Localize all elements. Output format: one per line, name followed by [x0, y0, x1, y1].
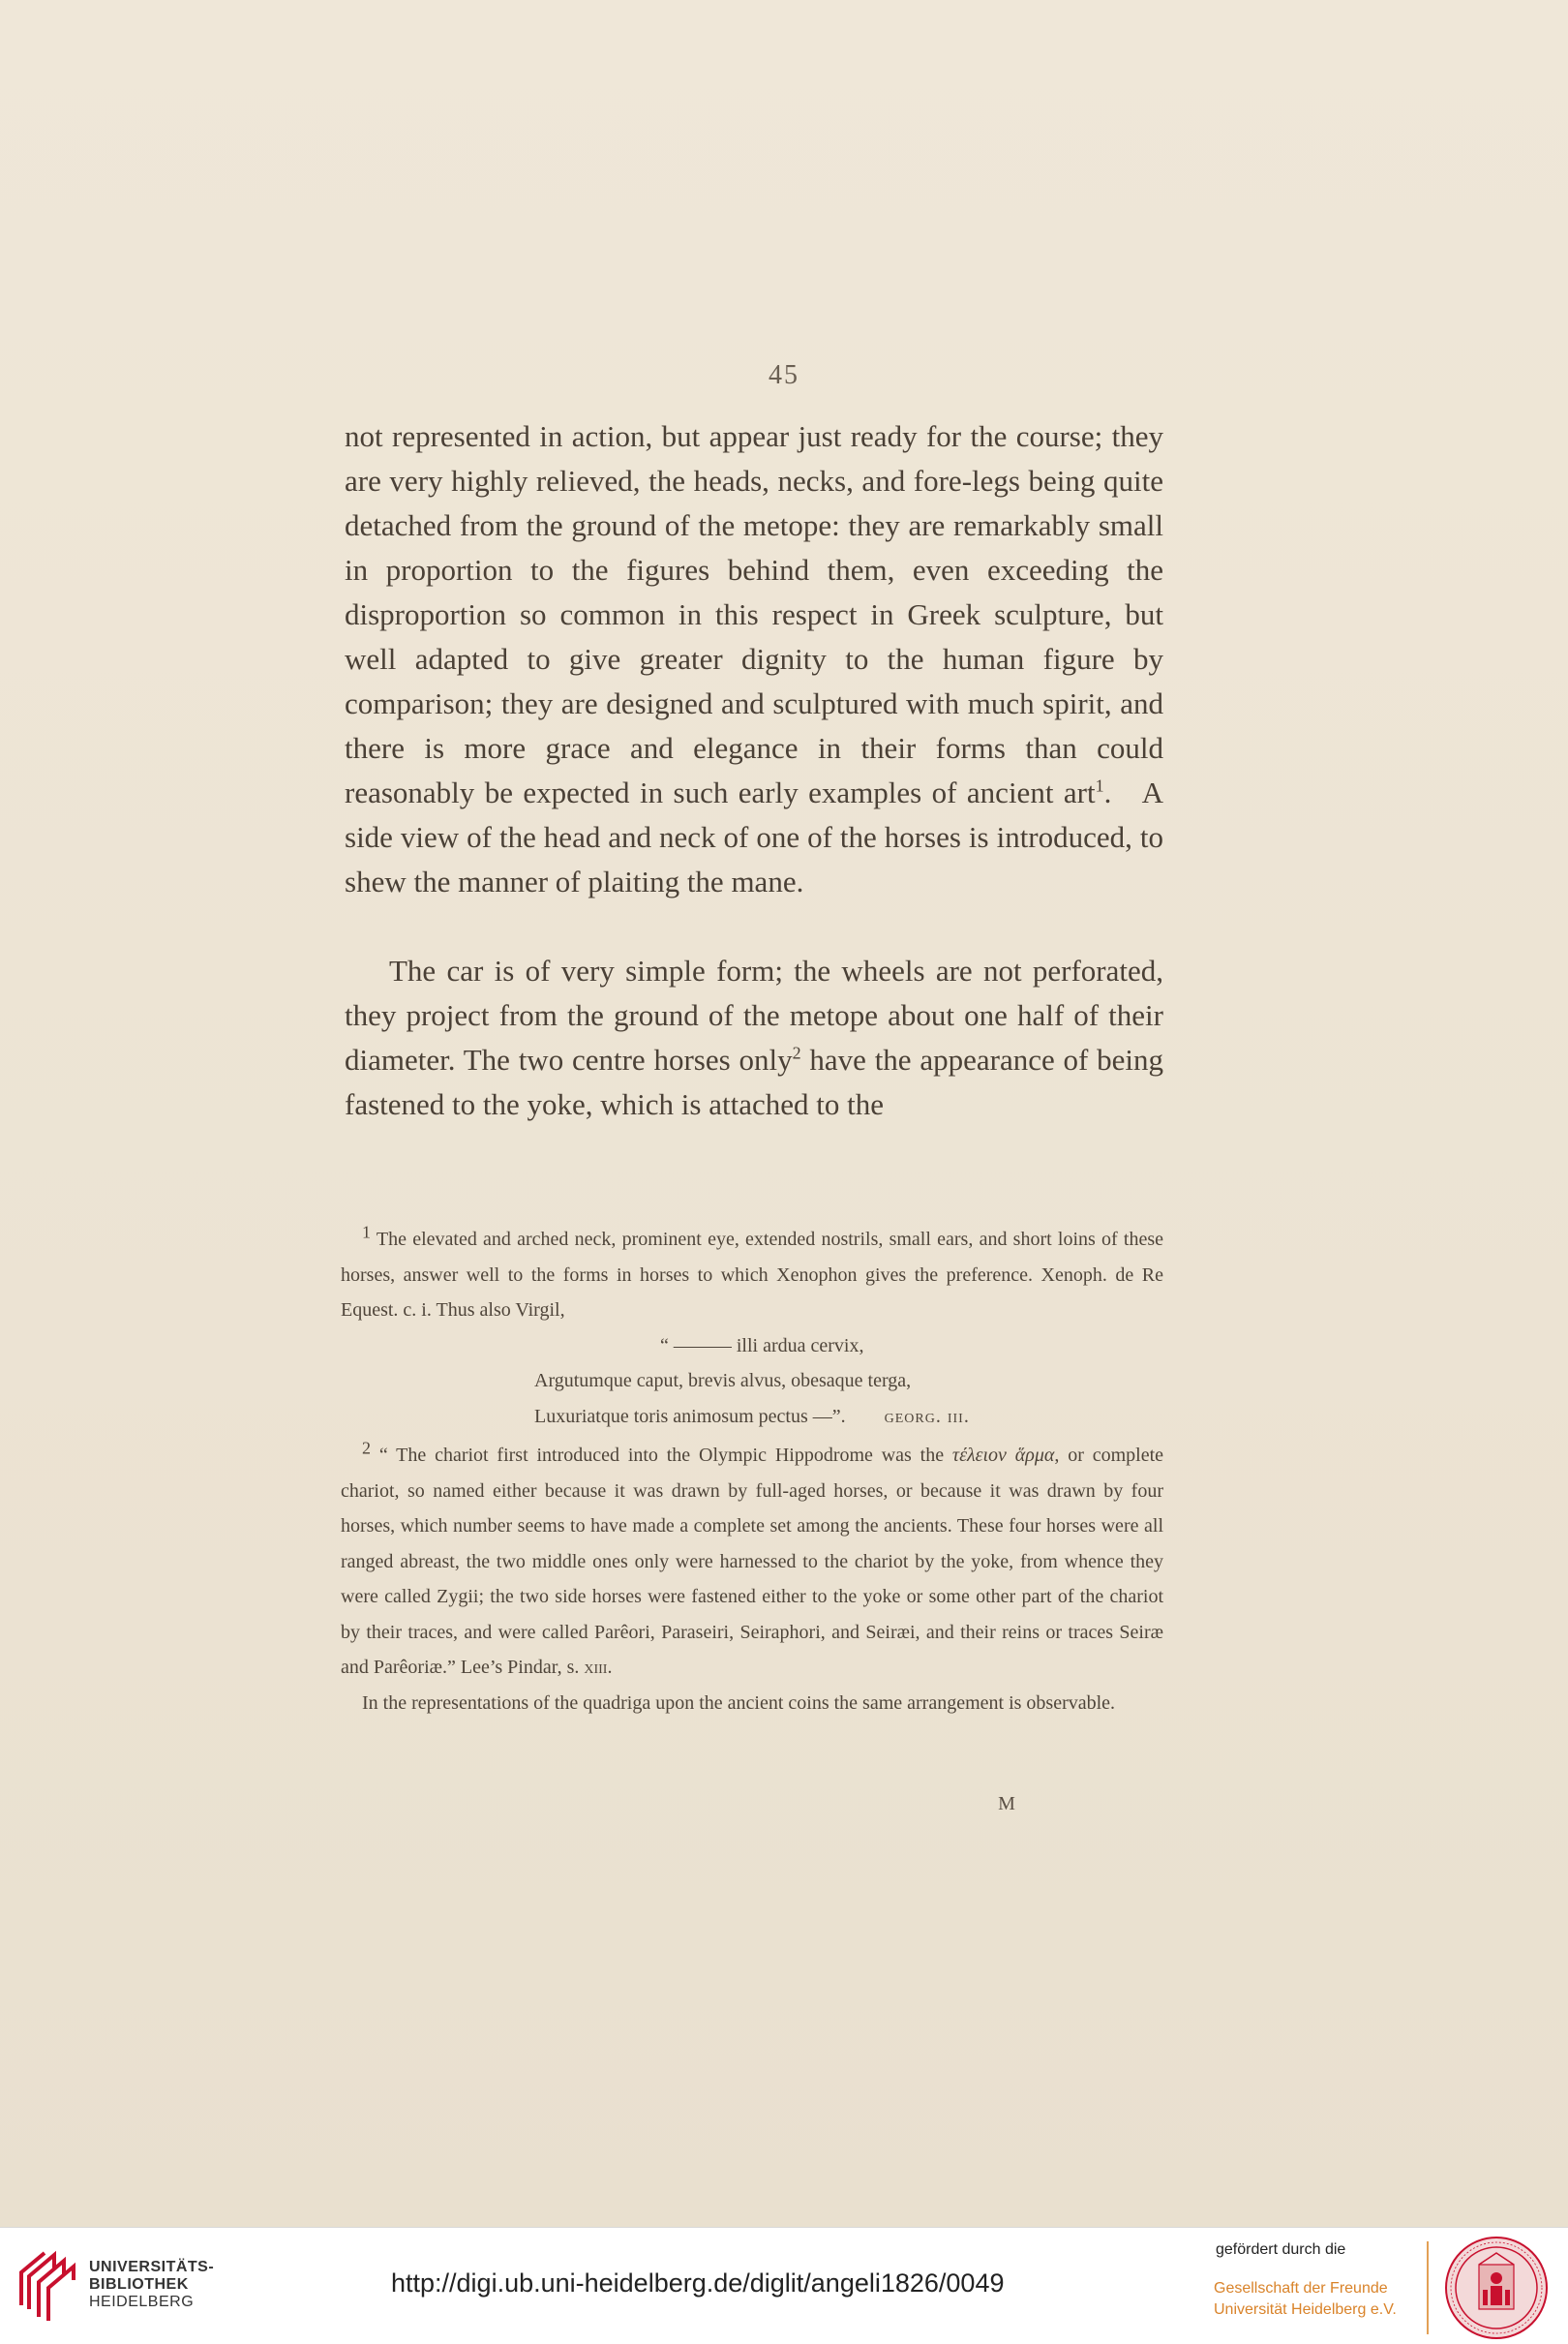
library-name-line-3: HEIDELBERG: [89, 2294, 195, 2310]
footnote-2: [341, 1438, 1163, 1686]
verse-line-2: Argutumque caput, brevis alvus, obesaque terga,: [534, 1370, 912, 1391]
library-name-line-2: BIBLIOTHEK: [89, 2276, 189, 2293]
footnote-2-section: xiii.: [584, 1657, 613, 1678]
sponsor-label: gefördert durch die: [1216, 2241, 1346, 2258]
footnote-ref-1[interactable]: 1: [1095, 776, 1104, 796]
library-name: [89, 2259, 214, 2311]
sponsor-divider: [1427, 2241, 1429, 2334]
paragraph-1: not represented in action, but appear just ready for the course; they are very highly relieved, the heads, necks, and fore-legs being quite detached from the ground of the metope: they are remarkably small in proportion to the figures behind them, even exceeding the disproportion so common in this respect in Greek sculpture, but well adapted to give greater dignity to the human figure by comparison; they are designed and sculptured with much spirit, and there is more grace and elegance in their forms than could reasonably be expected in such early examples of ancient art$^1$. A side view of the head and neck of one of the horses is introduced, to shew the manner of plaiting the mane.: [345, 419, 1164, 898]
footnote-ref-2[interactable]: 2: [792, 1043, 801, 1063]
body-text: [345, 414, 1163, 1127]
page-number: 45: [769, 360, 799, 390]
verse-line-3: [534, 1399, 1163, 1435]
library-name-line-1: UNIVERSITÄTS-: [89, 2259, 215, 2275]
virgil-verse: [534, 1328, 1163, 1435]
verse-line-3-text: Luxuriatque toris animosum pectus —”.: [534, 1405, 846, 1427]
paragraph-2-continued: have the appearance of being fastened to the yoke, which is attached to the: [345, 1043, 1164, 1121]
sponsor-name-line-2: Universität Heidelberg e.V.: [1214, 2301, 1397, 2318]
viewer-footer: [0, 2227, 1568, 2344]
footnote-2-mark: 2: [362, 1438, 371, 1458]
permalink-url[interactable]: http://digi.ub.uni-heidelberg.de/diglit/angeli1826/0049: [391, 2268, 1005, 2298]
signature-mark: M: [998, 1793, 1015, 1814]
university-library-logo-icon[interactable]: [15, 2249, 81, 2323]
verse-source: georg. iii.: [884, 1405, 970, 1427]
footnote-2-text-a: “ The chariot first introduced into the Olympic Hippodrome was the: [378, 1445, 945, 1466]
footnote-1-text: The elevated and arched neck, prominent eye, extended nostrils, small ears, and short loins of these horses, answer well to the forms in horses to which Xenophon gives the preference. Xenoph. de Re Equest. c. i. Thus also Virgil,: [341, 1229, 1163, 1321]
sponsor-name-line-1: Gesellschaft der Freunde: [1214, 2280, 1388, 2297]
paragraph-1-continued: A side view of the head and neck of one of the horses is introduced, to shew the manner of plaiting the mane.: [345, 776, 1164, 898]
sponsor-name[interactable]: [1214, 2278, 1397, 2321]
footnote-2-greek: τέλειον ἅρμα: [951, 1445, 1055, 1466]
footnote-1-mark: 1: [362, 1222, 371, 1242]
footnote-2-text-b: , or complete chariot, so named either because it was drawn by full-aged horses, or because it was drawn by four horses, which number seems to have made a complete set among the ancients. These four horses were all ranged abreast, the two middle ones only were harnessed to the chariot by the yoke, from whence they were called Zygii; the two side horses were fastened either to the yoke or some other part of the chariot by their traces, and were called Parêori, Paraseiri, Seiraphori, and Seiræi, and their reins or traces Seiræ and Parêoriæ.” Lee’s Pindar, s.: [341, 1445, 1164, 1678]
footnote-2-addendum: In the representations of the quadriga upon the ancient coins the same arrangement is observable.: [362, 1691, 1116, 1714]
footnote-1: [341, 1222, 1163, 1328]
university-seal-icon: [1444, 2236, 1549, 2340]
verse-line-1: “ ——— illi ardua cervix,: [660, 1334, 864, 1356]
footnotes: [341, 1222, 1163, 1720]
paragraph-2: [345, 949, 1163, 1127]
paragraph-2-text: The car is of very simple form; the wheels are not perforated, they project from the ground of the metope about one half of their diameter. The two centre horses only: [345, 954, 1163, 1077]
paragraph-1-text: not represented in action, but appear just ready for the course; they are very highly relieved, the heads, necks, and fore-legs being quite detached from the ground of the metope: they are remarkably small in proportion to the figures behind them, even exceeding the disproportion so common in this respect in Greek sculpture, but well adapted to give greater dignity to the human figure by comparison; they are designed and sculptured with much spirit, and there is more grace and elegance in their forms than could reasonably be expected in such early examples of ancient art: [345, 419, 1163, 809]
